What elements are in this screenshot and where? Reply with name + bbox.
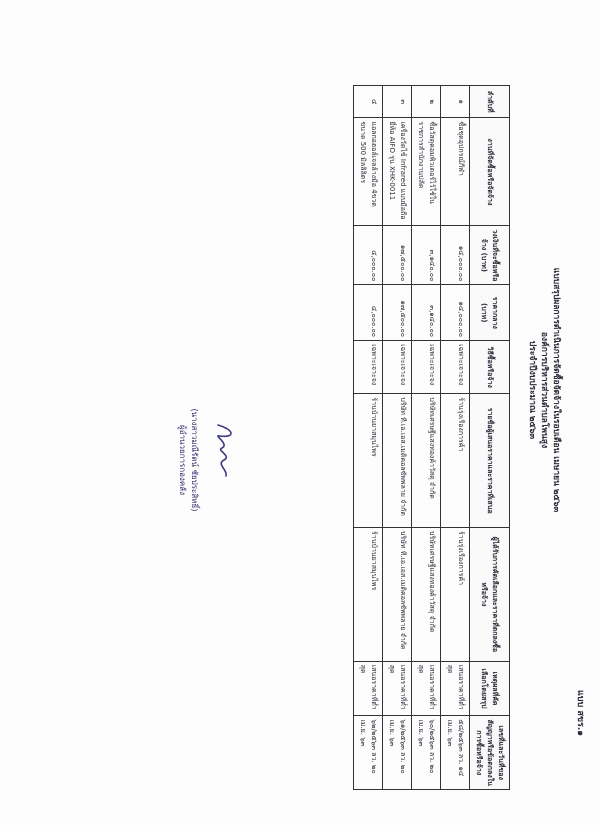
cell-median: ๑๗,๕๐๐.๐๐: [383, 285, 412, 341]
cell-contract: ๖๑/๒๕๖๓ ลว. ๒๐ เม.ย. ๖๓: [383, 716, 412, 790]
cell-winner: ร้านบ้านยาสมุนไพร: [354, 528, 383, 662]
cell-no: ๔: [354, 86, 383, 118]
cell-item: ซื้อวัสดุคอมพิวเตอร์ไว้ใช้ในราชการสำนักงานปลัด: [412, 118, 441, 226]
cell-median: ๓,๑๔๐.๐๐: [412, 285, 441, 341]
form-number: แบบ สขร.๑: [575, 690, 585, 736]
cell-reason: เสนอราคาที่ต่ำสุด: [354, 661, 383, 716]
cell-item: ซื้อชุดอุปกรณ์กีฬา: [441, 118, 470, 226]
signer-name: (นางสาวมณีรัตน์ ชัยประสิทธิ์): [190, 408, 199, 512]
cell-bidders: บริษัทเศรษฐีแสงทองค้าวัสดุ จำกัด: [412, 394, 441, 528]
header-bidders: รายชื่อผู้เสนอราคาและราคาที่เสนอ: [470, 394, 510, 528]
cell-reason: เสนอราคาที่ต่ำสุด: [441, 661, 470, 716]
cell-winner: บริษัทเศรษฐีแสงทองค้าวัสดุ จำกัด: [412, 528, 441, 662]
header-reason: เหตุผลที่คัดเลือกโดยสรุป: [470, 661, 510, 716]
document-titles: [526, 180, 562, 600]
cell-median: ๔,๐๐๐.๐๐: [354, 285, 383, 341]
cell-method: เฉพาะเจาะจง: [383, 341, 412, 394]
cell-contract: ๖๐/๒๕๖๓ ลว. ๒๐ เม.ย. ๖๓: [412, 716, 441, 790]
cell-bidders: ร้านบ้านยาสมุนไพร: [354, 394, 383, 528]
cell-median: ๑๔,๐๐๐.๐๐: [441, 285, 470, 341]
cell-reason: เสนอราคาที่ต่ำสุด: [412, 661, 441, 716]
cell-no: ๑: [441, 86, 470, 118]
signer-position: ผู้อำนวยการกองคลัง: [178, 425, 187, 495]
cell-item: แอลกอฮอล์เจลล้างมือ 4ขวด ขนาด 500 มิลลิลิตร: [354, 118, 383, 226]
title-line-2: องค์การบริหารส่วนตำบลโพนสูง: [539, 331, 549, 449]
cell-budget: ๓,๑๔๐.๐๐: [412, 226, 441, 285]
cell-no: ๒: [412, 86, 441, 118]
signature-block: [176, 390, 200, 530]
header-budget: วงเงินที่จะซื้อหรือจ้าง (บาท): [470, 226, 510, 285]
cell-budget: ๑๔,๐๐๐.๐๐: [441, 226, 470, 285]
cell-no: ๓: [383, 86, 412, 118]
cell-winner: บริษัท ที.เอ.เอส.เมดิคอลซัพพลาย จำกัด: [383, 528, 412, 662]
signature-scribble: [210, 420, 240, 480]
header-no: ลำดับที่: [470, 86, 510, 118]
table-row: [354, 86, 383, 790]
table-row: [441, 86, 470, 790]
cell-method: เฉพาะเจาะจง: [412, 341, 441, 394]
table-row: [412, 86, 441, 790]
table-header-row: [470, 86, 510, 790]
header-method: วิธีซื้อหรือจ้าง: [470, 341, 510, 394]
title-line-3: ประจำปีงบประมาณ ๒๕๖๓: [527, 340, 537, 440]
cell-contract: ๕๘/๒๕๖๓ ลว. ๑๔ เม.ย. ๖๓: [441, 716, 470, 790]
header-median: ราคากลาง (บาท): [470, 285, 510, 341]
cell-budget: ๑๗,๕๐๐.๐๐: [383, 226, 412, 285]
cell-item: เครื่องวัดไข้ Infrared แบบมือถือ ยี่ห้อ AIFO รุ่น XHK-0011: [383, 118, 412, 226]
procurement-table: [353, 85, 510, 790]
header-item: งานที่จัดซื้อหรือจัดจ้าง: [470, 118, 510, 226]
cell-bidders: ร้านรุ่งเรืองการค้า: [441, 394, 470, 528]
cell-budget: ๔,๐๐๐.๐๐: [354, 226, 383, 285]
table-row: [383, 86, 412, 790]
cell-method: เฉพาะเจาะจง: [441, 341, 470, 394]
cell-method: เฉพาะเจาะจง: [354, 341, 383, 394]
cell-contract: ๖๒/๒๕๖๓ ลว. ๒๐ เม.ย. ๖๓: [354, 716, 383, 790]
title-line-1: แบบสรุปผลการดำเนินการจัดซื้อจัดจ้างในรอบเดือน เมษายน ๒๕๖๓: [551, 267, 561, 513]
cell-winner: ร้านรุ่งเรืองการค้า: [441, 528, 470, 662]
cell-bidders: บริษัท ที.เอ.เอส.เมดิคอลซัพพลาย จำกัด: [383, 394, 412, 528]
header-contract: เลขที่และวันที่ของสัญญาหรือข้อตกลงในการซื้อหรือจ้าง: [470, 716, 510, 790]
header-winner: ผู้ได้รับการคัดเลือกและราคาที่ตกลงซื้อหรือจ้าง: [470, 528, 510, 662]
cell-reason: เสนอราคาที่ต่ำสุด: [383, 661, 412, 716]
